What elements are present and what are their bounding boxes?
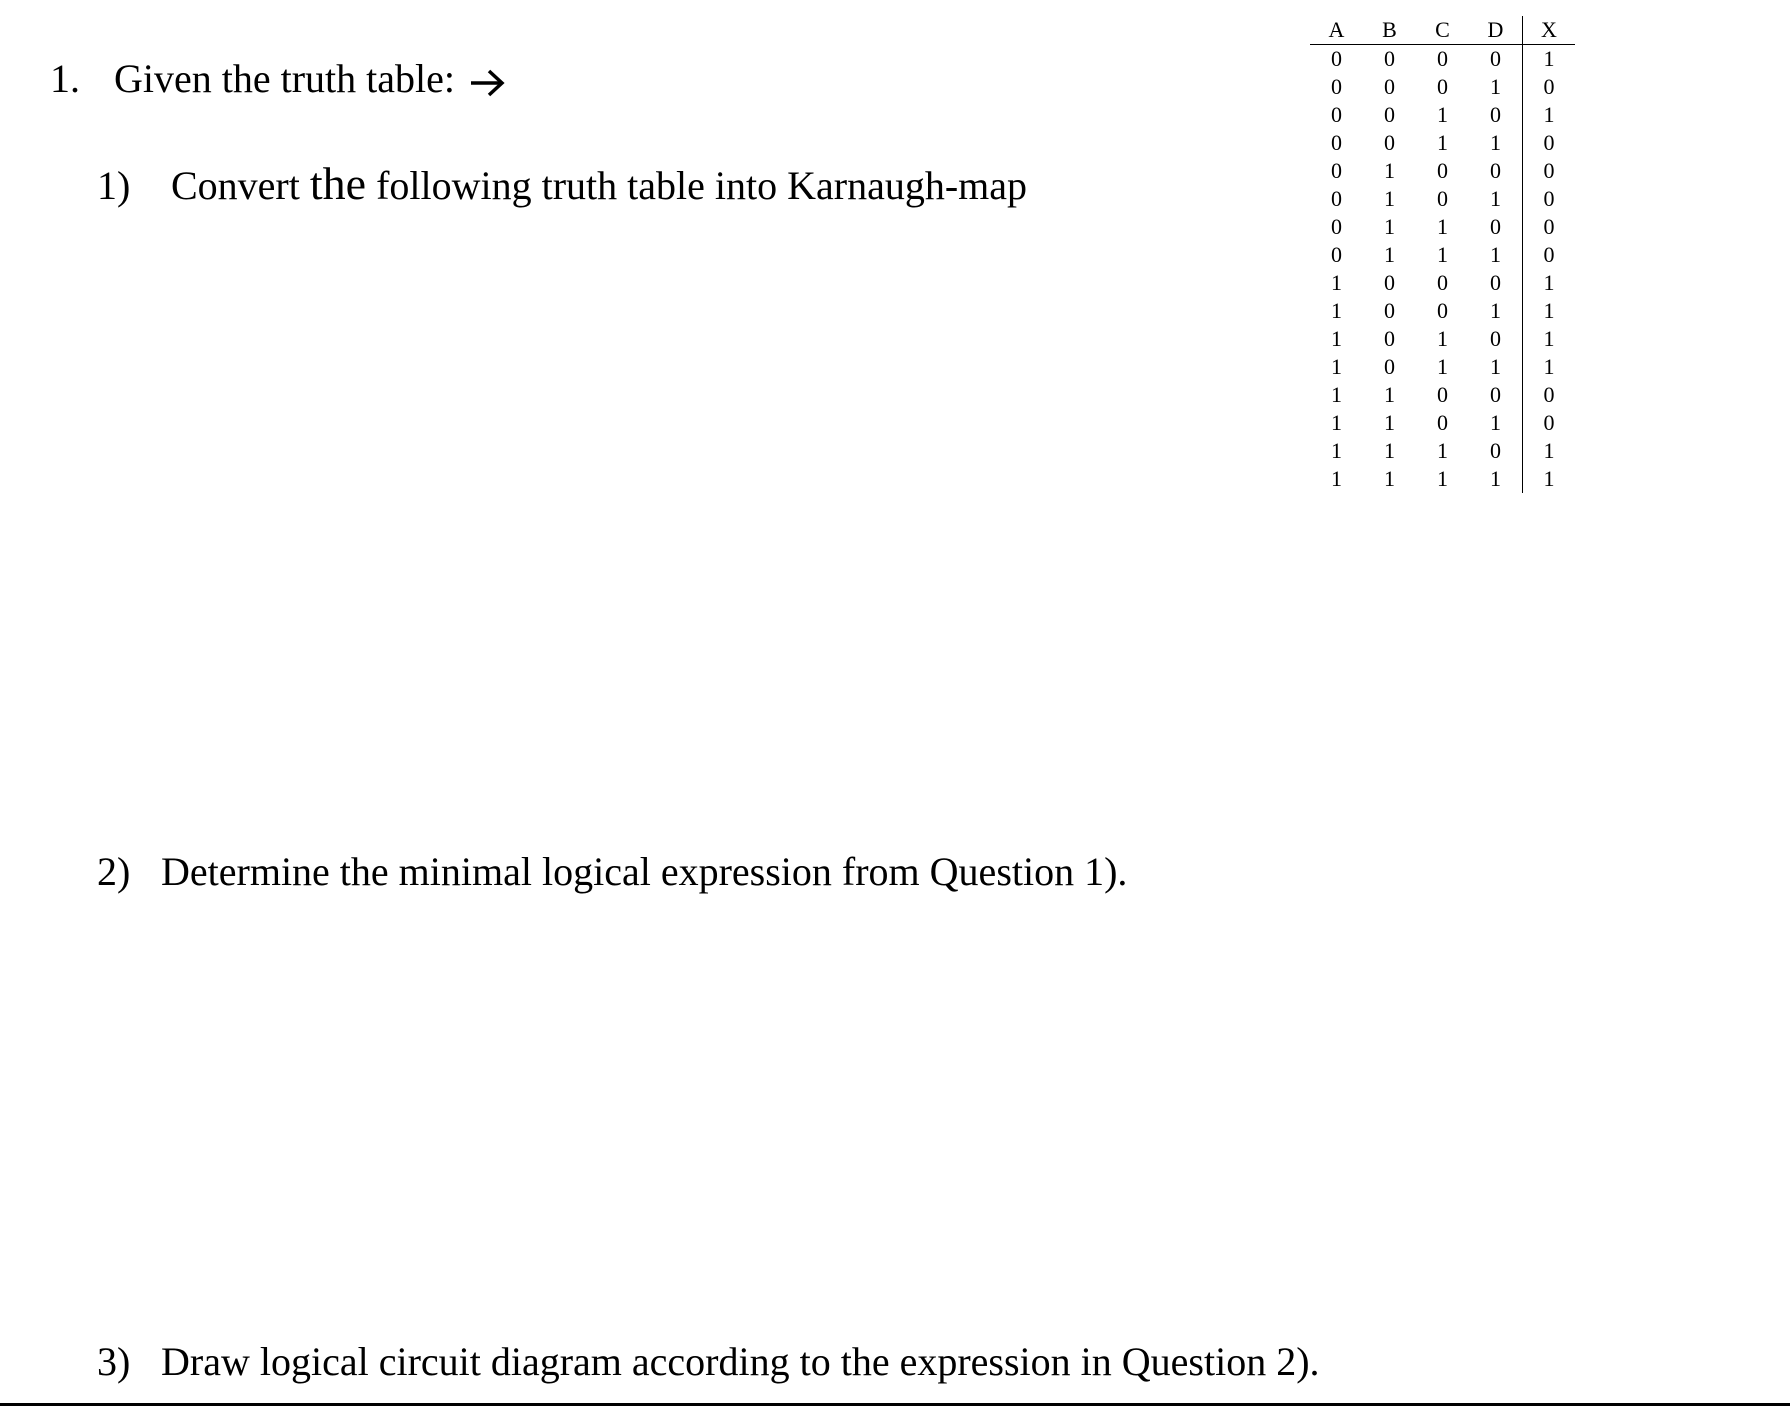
- input-cell: 1: [1490, 410, 1501, 435]
- output-cell: 0: [1523, 409, 1576, 437]
- sub-question-text-part: Convert: [171, 163, 310, 208]
- input-cell: 1: [1384, 158, 1395, 183]
- input-cell: 1: [1331, 326, 1342, 351]
- input-cell: 1: [1437, 242, 1448, 267]
- output-cell: 1: [1523, 353, 1576, 381]
- sub-question-number: 2): [97, 849, 131, 894]
- output-cell: 0: [1523, 73, 1576, 101]
- truth-table-row: [1310, 437, 1575, 465]
- input-cell: 0: [1384, 130, 1395, 155]
- truth-table-row: [1310, 73, 1575, 101]
- input-cell: 1: [1384, 466, 1395, 491]
- question-text: Given the truth table:: [114, 56, 456, 101]
- question-number: 1.: [50, 56, 80, 101]
- truth-table-row: [1310, 185, 1575, 213]
- input-cell: 1: [1384, 438, 1395, 463]
- input-cell: 1: [1490, 130, 1501, 155]
- input-cell: 1: [1490, 298, 1501, 323]
- input-cell: 1: [1490, 354, 1501, 379]
- input-cell: 0: [1437, 46, 1448, 71]
- input-cell: 0: [1331, 186, 1342, 211]
- input-cell: 1: [1331, 354, 1342, 379]
- output-cell: 1: [1523, 45, 1576, 74]
- right-arrow-icon: [469, 67, 507, 99]
- input-cell: 1: [1331, 270, 1342, 295]
- input-cell: 1: [1331, 382, 1342, 407]
- input-cell: 0: [1384, 46, 1395, 71]
- input-cell: 1: [1331, 410, 1342, 435]
- input-cell: 1: [1437, 354, 1448, 379]
- input-cell: 0: [1331, 158, 1342, 183]
- sub-question-text-part: the: [309, 158, 367, 209]
- output-cell: 0: [1523, 241, 1576, 269]
- output-cell: 0: [1523, 381, 1576, 409]
- input-cell: 0: [1384, 74, 1395, 99]
- truth-table: [1310, 16, 1575, 493]
- input-cell: 1: [1490, 186, 1501, 211]
- header-cell-a: A: [1310, 16, 1363, 45]
- output-cell: 1: [1523, 465, 1576, 493]
- input-cell: 0: [1437, 270, 1448, 295]
- input-cell: 0: [1490, 46, 1501, 71]
- input-cell: 0: [1331, 102, 1342, 127]
- truth-table-row: [1310, 325, 1575, 353]
- output-cell: 1: [1523, 437, 1576, 465]
- sub-question-2: [97, 848, 1127, 896]
- input-cell: 0: [1490, 158, 1501, 183]
- input-cell: 0: [1490, 214, 1501, 239]
- input-cell: 0: [1490, 382, 1501, 407]
- input-cell: 0: [1437, 158, 1448, 183]
- input-cell: 1: [1437, 214, 1448, 239]
- input-cell: 1: [1490, 242, 1501, 267]
- input-cell: 0: [1331, 242, 1342, 267]
- input-cell: 1: [1384, 186, 1395, 211]
- input-cell: 0: [1331, 74, 1342, 99]
- truth-table-row: [1310, 381, 1575, 409]
- input-cell: 1: [1331, 466, 1342, 491]
- output-cell: 0: [1523, 185, 1576, 213]
- input-cell: 1: [1437, 130, 1448, 155]
- output-cell: 1: [1523, 297, 1576, 325]
- input-cell: 1: [1331, 438, 1342, 463]
- output-cell: 0: [1523, 129, 1576, 157]
- truth-table-row: [1310, 297, 1575, 325]
- sub-question-3: [97, 1338, 1320, 1386]
- input-cell: 0: [1384, 354, 1395, 379]
- input-cell: 0: [1490, 438, 1501, 463]
- truth-table-row: [1310, 353, 1575, 381]
- input-cell: 0: [1331, 214, 1342, 239]
- input-cell: 1: [1331, 298, 1342, 323]
- input-cell: 1: [1490, 466, 1501, 491]
- truth-table-row: [1310, 157, 1575, 185]
- input-cell: 0: [1490, 326, 1501, 351]
- input-cell: 0: [1437, 410, 1448, 435]
- header-cell-c: C: [1416, 16, 1469, 45]
- input-cell: 0: [1331, 46, 1342, 71]
- truth-table-row: [1310, 101, 1575, 129]
- header-cell-x: X: [1523, 16, 1576, 45]
- input-cell: 0: [1384, 102, 1395, 127]
- input-cell: 0: [1490, 270, 1501, 295]
- input-cell: 0: [1490, 102, 1501, 127]
- input-cell: 0: [1437, 186, 1448, 211]
- output-cell: 0: [1523, 213, 1576, 241]
- input-cell: 1: [1384, 382, 1395, 407]
- sub-question-text-part: following truth table into Karnaugh-map: [366, 163, 1028, 208]
- output-cell: 1: [1523, 325, 1576, 353]
- input-cell: 0: [1437, 74, 1448, 99]
- truth-table-row: [1310, 129, 1575, 157]
- input-cell: 1: [1384, 410, 1395, 435]
- truth-table-row: [1310, 213, 1575, 241]
- truth-table-header-row: [1310, 16, 1575, 45]
- input-cell: 0: [1437, 298, 1448, 323]
- sub-question-1: [97, 160, 1027, 210]
- truth-table-row: [1310, 269, 1575, 297]
- sub-question-number: 1): [97, 163, 131, 208]
- truth-table-row: [1310, 45, 1575, 74]
- input-cell: 0: [1331, 130, 1342, 155]
- input-cell: 0: [1437, 382, 1448, 407]
- header-cell-d: D: [1469, 16, 1523, 45]
- output-cell: 0: [1523, 157, 1576, 185]
- truth-table-row: [1310, 465, 1575, 493]
- truth-table-row: [1310, 241, 1575, 269]
- input-cell: 1: [1437, 438, 1448, 463]
- truth-table-row: [1310, 409, 1575, 437]
- input-cell: 0: [1384, 270, 1395, 295]
- header-cell-b: B: [1363, 16, 1416, 45]
- input-cell: 1: [1437, 466, 1448, 491]
- output-cell: 1: [1523, 269, 1576, 297]
- input-cell: 1: [1384, 242, 1395, 267]
- input-cell: 1: [1437, 326, 1448, 351]
- input-cell: 1: [1384, 214, 1395, 239]
- output-cell: 1: [1523, 101, 1576, 129]
- truth-table-body: [1310, 45, 1575, 494]
- input-cell: 0: [1384, 298, 1395, 323]
- question-1: [50, 55, 507, 103]
- sub-question-text: Determine the minimal logical expression from Question 1).: [161, 849, 1128, 894]
- sub-question-number: 3): [97, 1339, 131, 1384]
- input-cell: 1: [1437, 102, 1448, 127]
- input-cell: 0: [1384, 326, 1395, 351]
- sub-question-text: Draw logical circuit diagram according to the expression in Question 2).: [161, 1339, 1320, 1384]
- input-cell: 1: [1490, 74, 1501, 99]
